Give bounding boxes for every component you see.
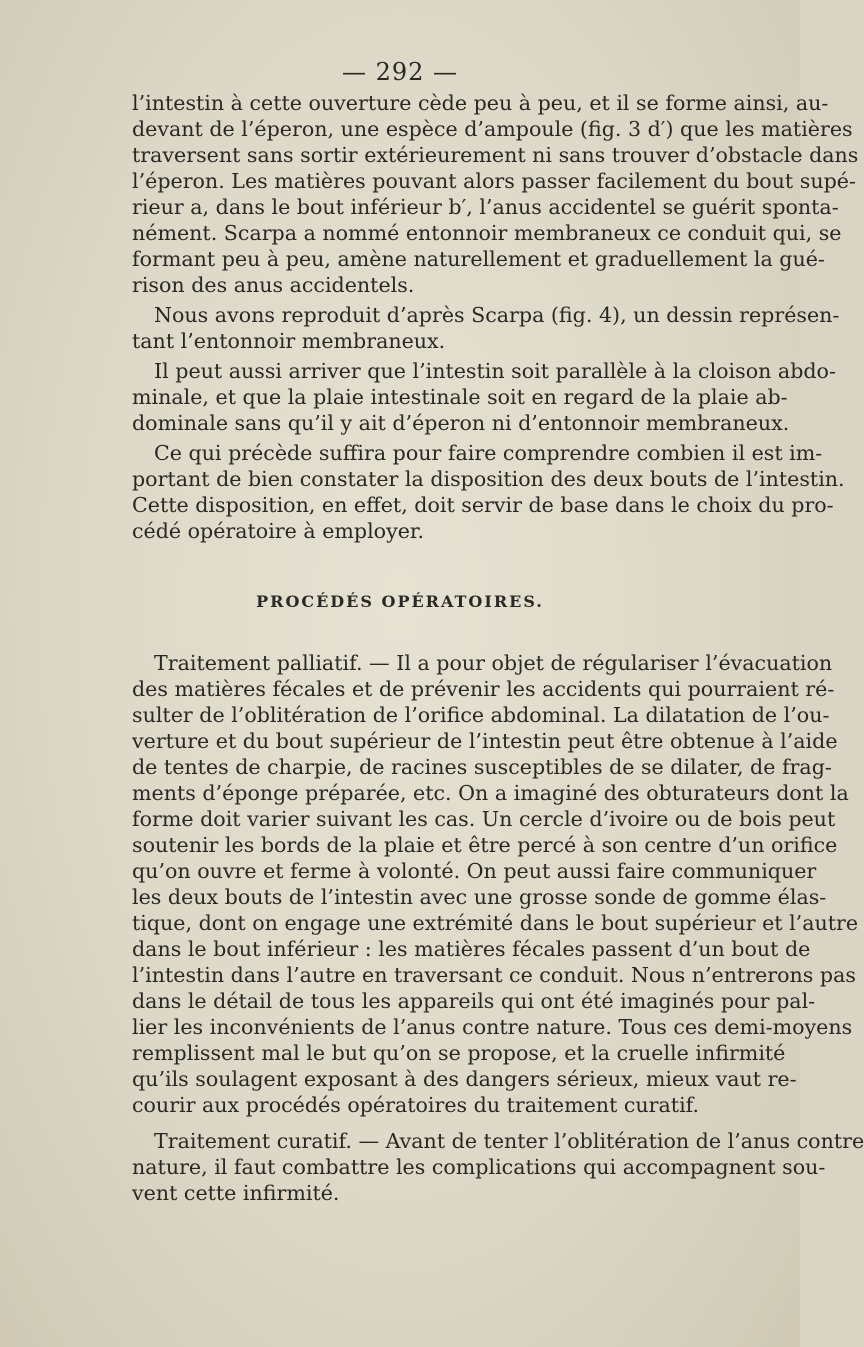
text-line: l’intestin dans l’autre en traversant ce conduit. Nous n’entrerons pas — [132, 963, 856, 987]
text-line: sulter de l’oblitération de l’orifice abdominal. La dilatation de l’ou- — [132, 703, 830, 727]
paragraph-4 — [132, 440, 845, 544]
text-line: les deux bouts de l’intestin avec une grosse sonde de gomme élas- — [132, 885, 827, 909]
text-line: qu’ils soulagent exposant à des dangers sérieux, mieux vaut re- — [132, 1067, 797, 1091]
section-heading: PROCÉDÉS OPÉRATOIRES. — [256, 592, 544, 611]
text-line: Traitement curatif. — Avant de tenter l’oblitération de l’anus contre — [154, 1129, 864, 1153]
paragraph-6 — [132, 1128, 864, 1206]
text-line: de tentes de charpie, de racines susceptibles de se dilater, de frag- — [132, 755, 832, 779]
text-line: Nous avons reproduit d’après Scarpa (fig. 4), un dessin représen- — [154, 303, 840, 327]
text-line: rison des anus accidentels. — [132, 273, 415, 297]
text-line: tant l’entonnoir membraneux. — [132, 329, 446, 353]
text-line: nément. Scarpa a nommé entonnoir membraneux ce conduit qui, se — [132, 221, 842, 245]
paragraph-3 — [132, 358, 836, 436]
text-line: ments d’éponge préparée, etc. On a imaginé des obturateurs dont la — [132, 781, 849, 805]
text-line: Il peut aussi arriver que l’intestin soit parallèle à la cloison abdo- — [154, 359, 836, 383]
text-line: soutenir les bords de la plaie et être percé à son centre d’un orifice — [132, 833, 838, 857]
text-line: Traitement palliatif. — Il a pour objet de régulariser l’évacuation — [154, 651, 833, 675]
text-line: formant peu à peu, amène naturellement et graduellement la gué- — [132, 247, 825, 271]
text-line: Cette disposition, en effet, doit servir de base dans le choix du pro- — [132, 493, 834, 517]
page-number: — 292 — — [341, 58, 459, 86]
text-line: vent cette infirmité. — [132, 1181, 340, 1205]
text-line: dominale sans qu’il y ait d’éperon ni d’entonnoir membraneux. — [132, 411, 790, 435]
text-line: des matières fécales et de prévenir les accidents qui pourraient ré- — [132, 677, 835, 701]
text-line: Ce qui précède suffira pour faire comprendre combien il est im- — [154, 441, 823, 465]
text-line: dans le bout inférieur : les matières fécales passent d’un bout de — [132, 937, 811, 961]
paragraph-1 — [132, 90, 859, 298]
text-line: lier les inconvénients de l’anus contre nature. Tous ces demi-moyens — [132, 1015, 853, 1039]
text-line: l’éperon. Les matières pouvant alors passer facilement du bout supé- — [132, 169, 856, 193]
text-line: remplissent mal le but qu’on se propose, et la cruelle infirmité — [132, 1041, 786, 1065]
text-line: l’intestin à cette ouverture cède peu à peu, et il se forme ainsi, au- — [132, 91, 829, 115]
text-line: verture et du bout supérieur de l’intestin peut être obtenue à l’aide — [132, 729, 838, 753]
text-line: dans le détail de tous les appareils qui ont été imaginés pour pal- — [132, 989, 816, 1013]
text-line: traversent sans sortir extérieurement ni sans trouver d’obstacle dans — [132, 143, 859, 167]
text-line: cédé opératoire à employer. — [132, 519, 425, 543]
text-line: nature, il faut combattre les complications qui accompagnent sou- — [132, 1155, 826, 1179]
text-line: portant de bien constater la disposition des deux bouts de l’intestin. — [132, 467, 845, 491]
text-line: qu’on ouvre et ferme à volonté. On peut aussi faire communiquer — [132, 859, 817, 883]
text-line: tique, dont on engage une extrémité dans le bout supérieur et l’autre — [132, 911, 859, 935]
text-line: minale, et que la plaie intestinale soit en regard de la plaie ab- — [132, 385, 788, 409]
text-line: devant de l’éperon, une espèce d’ampoule (fig. 3 d′) que les matières — [132, 117, 853, 141]
paragraph-2 — [132, 302, 840, 354]
text-line: rieur a, dans le bout inférieur b′, l’anus accidentel se guérit sponta- — [132, 195, 839, 219]
paragraph-5 — [132, 650, 859, 1118]
text-line: courir aux procédés opératoires du traitement curatif. — [132, 1093, 700, 1117]
text-line: forme doit varier suivant les cas. Un cercle d’ivoire ou de bois peut — [132, 807, 836, 831]
